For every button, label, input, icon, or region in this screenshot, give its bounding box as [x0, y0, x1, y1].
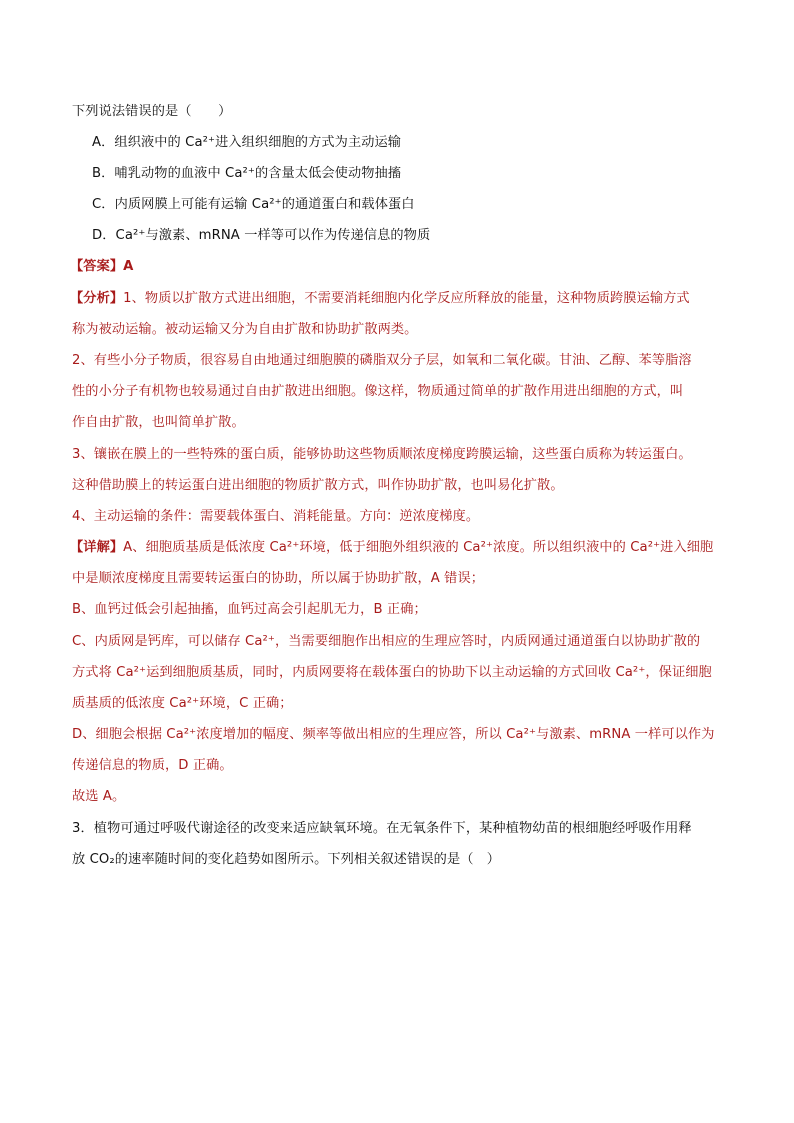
detail-a-l1: A、细胞质基质是低浓度 Ca²⁺环境，低于细胞外组织液的 Ca²⁺浓度。所以组织液中的 Ca²⁺进入细胞 [123, 540, 714, 555]
analysis-p3-l1: 3、镶嵌在膜上的一些特殊的蛋白质，能够协助这些物质顺浓度梯度跨膜运输，这些蛋白质称为转运蛋白。 [72, 447, 692, 462]
analysis-p1-l1: 1、物质以扩散方式进出细胞，不需要消耗细胞内化学反应所释放的能量，这种物质跨膜运输方式 [123, 291, 690, 306]
detail-c-l3: 质基质的低浓度 Ca²⁺环境，C 正确； [72, 696, 293, 711]
detail-d-l1: D、细胞会根据 Ca²⁺浓度增加的幅度、频率等做出相应的生理应答，所以 Ca²⁺与激素、mRNA 一样可以作为 [72, 727, 715, 742]
answer-value: A [123, 259, 134, 274]
analysis-line-1 [70, 289, 690, 309]
detail-c-l2: 方式将 Ca²⁺运到细胞质基质，同时，内质网要将在载体蛋白的协助下以主动运输的方式回收 Ca²⁺，保证细胞 [72, 665, 712, 680]
detail-line-1 [70, 538, 713, 558]
question3-l2: 放 CO₂的速率随时间的变化趋势如图所示。下列相关叙述错误的是（ ） [72, 852, 501, 867]
analysis-p3-l2: 这种借助膜上的转运蛋白进出细胞的物质扩散方式，叫作协助扩散，也叫易化扩散。 [72, 478, 564, 493]
analysis-p2-l1: 2、有些小分子物质，很容易自由地通过细胞膜的磷脂双分子层，如氧和二氧化碳。甘油、乙醇、苯等脂溶 [72, 353, 692, 368]
analysis-p1-l2: 称为被动运输。被动运输又分为自由扩散和协助扩散两类。 [72, 322, 418, 337]
answer-tag: 【答案】 [70, 259, 124, 274]
detail-c-l1: C、内质网是钙库，可以储存 Ca²⁺，当需要细胞作出相应的生理应答时，内质网通过通道蛋白以协助扩散的 [72, 634, 701, 649]
detail-b: B、血钙过低会引起抽搐，血钙过高会引起肌无力，B 正确； [72, 602, 427, 617]
analysis-p2-l3: 作自由扩散，也叫简单扩散。 [72, 415, 245, 430]
question-stem: 下列说法错误的是（ ） [72, 104, 232, 119]
option-c: C．内质网膜上可能有运输 Ca²⁺的通道蛋白和载体蛋白 [92, 197, 415, 212]
detail-d-l2: 传递信息的物质，D 正确。 [72, 758, 233, 773]
option-d: D．Ca²⁺与激素、mRNA 一样等可以作为传递信息的物质 [92, 228, 431, 243]
question3-l1: 3．植物可通过呼吸代谢途径的改变来适应缺氧环境。在无氧条件下，某种植物幼苗的根细胞经呼吸作用释 [72, 821, 692, 836]
option-a: A．组织液中的 Ca²⁺进入组织细胞的方式为主动运输 [92, 135, 402, 150]
option-b: B．哺乳动物的血液中 Ca²⁺的含量太低会使动物抽搐 [92, 166, 402, 181]
analysis-p2-l2: 性的小分子有机物也较易通过自由扩散进出细胞。像这样，物质通过简单的扩散作用进出细胞的方式，叫 [72, 384, 684, 399]
detail-tag: 【详解】 [70, 540, 124, 555]
answer-line [70, 257, 133, 277]
detail-a-l2: 中是顺浓度梯度且需要转运蛋白的协助，所以属于协助扩散，A 错误； [72, 571, 485, 586]
detail-conclusion: 故选 A。 [72, 789, 126, 804]
analysis-tag: 【分析】 [70, 291, 124, 306]
analysis-p4: 4、主动运输的条件：需要载体蛋白、消耗能量。方向：逆浓度梯度。 [72, 509, 480, 524]
